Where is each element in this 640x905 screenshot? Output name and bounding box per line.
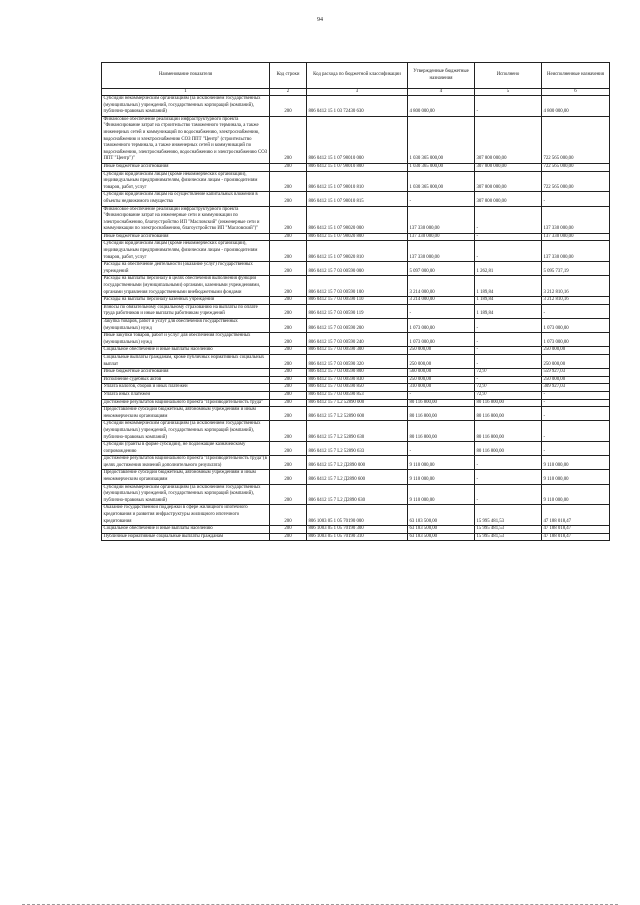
row-classification-code-cell: 806 0412 15 7 03 00590 110 xyxy=(307,297,408,305)
row-name-cell: Публичные нормативные социальные выплаты гражданам xyxy=(102,533,270,541)
row-line-code-cell: 200 xyxy=(270,407,307,421)
table-row xyxy=(102,276,610,297)
row-executed-cell: - xyxy=(475,319,542,333)
row-line-code-cell: 200 xyxy=(270,241,307,262)
row-executed-cell: 307 800 000,00 xyxy=(475,192,542,206)
row-name-cell: Взносы по обязательному социальному страхованию на выплаты по оплате труда работников и иные выплаты работникам учреждений xyxy=(102,304,270,318)
row-executed-cell: 307 800 000,00 xyxy=(475,163,542,171)
table-row xyxy=(102,399,610,407)
row-classification-code-cell: 806 0412 15 1 07 98020 800 xyxy=(307,233,408,241)
row-name-cell: Закупка товаров, работ и услуг для обеспечения государственных (муниципальных) нужд xyxy=(102,319,270,333)
row-executed-cell: 15 995 481,53 xyxy=(475,526,542,534)
table-row xyxy=(102,304,610,318)
row-line-code-cell: 200 xyxy=(270,470,307,484)
row-line-code-cell: 200 xyxy=(270,116,307,163)
row-approved-cell: 63 183 500,00 xyxy=(408,526,475,534)
row-line-code-cell: 200 xyxy=(270,304,307,318)
row-classification-code-cell: 806 0412 15 7 03 00590 850 xyxy=(307,384,408,392)
row-unexecuted-cell: 1 073 000,00 xyxy=(542,319,610,333)
table-row xyxy=(102,206,610,233)
row-unexecuted-cell: 9 110 000,00 xyxy=(542,456,610,470)
row-executed-cell: - xyxy=(475,376,542,384)
row-approved-cell: - xyxy=(408,304,475,318)
row-unexecuted-cell: 309 927,03 xyxy=(542,384,610,392)
table-row xyxy=(102,391,610,399)
row-classification-code-cell: 806 0412 15 7 03 00590 800 xyxy=(307,369,408,377)
row-line-code-cell: 200 xyxy=(270,505,307,526)
row-name-cell: Социальные выплаты гражданам, кроме публичных нормативных социальных выплат xyxy=(102,354,270,368)
row-unexecuted-cell: - xyxy=(542,399,610,407)
row-unexecuted-cell: - xyxy=(542,391,610,399)
row-classification-code-cell: 806 1003 05 1 05 70190 300 xyxy=(307,526,408,534)
table-row xyxy=(102,297,610,305)
table-row xyxy=(102,319,610,333)
table-row xyxy=(102,116,610,163)
row-approved-cell: 137 330 000,00 xyxy=(408,206,475,233)
row-name-cell: Субсидии юридическим лицам (кроме некоммерческих организаций), индивидуальным предпринимателям, физическим лицам - производителям товаров, работ, услуг xyxy=(102,171,270,192)
row-name-cell: Уплата иных платежей xyxy=(102,391,270,399)
row-classification-code-cell: 806 0412 15 7 03 00590 200 xyxy=(307,319,408,333)
row-name-cell: Социальное обеспечение и иные выплаты населению xyxy=(102,526,270,534)
row-line-code-cell: 200 xyxy=(270,233,307,241)
table-row xyxy=(102,470,610,484)
row-unexecuted-cell: 3 212 810,16 xyxy=(542,276,610,297)
row-unexecuted-cell: - xyxy=(542,442,610,456)
row-executed-cell: 307 800 000,00 xyxy=(475,171,542,192)
row-name-cell: Финансовое обеспечение реализации инфраструктурного проекта "Финансирование затрат на строительство таможенного терминала, а также инженерных сетей и коммуникаций по водоснабжению, электроснабжению, водоснабжению и электроснабжению СОЗ ППТ "Центр" (строительство таможенного терминала, а также инженерных сетей и коммуникаций по водоснабжению, электроснабжению, водоснабжению и электроснабжению СОЗ ППТ "Центр")" xyxy=(102,116,270,163)
row-line-code-cell: 200 xyxy=(270,163,307,171)
row-unexecuted-cell: 250 000,00 xyxy=(542,347,610,355)
table-row xyxy=(102,241,610,262)
row-line-code-cell: 200 xyxy=(270,347,307,355)
row-classification-code-cell: 806 0412 15 7 03 00590 000 xyxy=(307,262,408,276)
row-classification-code-cell: 806 0412 15 1 07 98010 800 xyxy=(307,163,408,171)
table-row xyxy=(102,192,610,206)
column-number: 1 xyxy=(102,89,270,96)
row-line-code-cell: 200 xyxy=(270,297,307,305)
header-line-code: Код строки xyxy=(270,63,307,89)
table-row xyxy=(102,526,610,534)
row-executed-cell: 15 995 481,53 xyxy=(475,533,542,541)
row-unexecuted-cell: 722 565 000,00 xyxy=(542,116,610,163)
row-approved-cell: 560 000,00 xyxy=(408,369,475,377)
table-row xyxy=(102,163,610,171)
row-name-cell: Субсидии юридическим лицам (кроме некоммерческих организаций), индивидуальным предпринимателям, физическим лицам - производителям товаров, работ, услуг xyxy=(102,241,270,262)
row-classification-code-cell: 806 0412 15 1 07 98020 000 xyxy=(307,206,408,233)
row-name-cell: Иные закупки товаров, работ и услуг для обеспечения государственных (муниципальных) нужд xyxy=(102,333,270,347)
row-executed-cell: 72,97 xyxy=(475,369,542,377)
row-executed-cell: - xyxy=(475,456,542,470)
row-executed-cell: - xyxy=(475,241,542,262)
row-name-cell: Субсидии некоммерческим организациям (за исключением государственных (муниципальных) учреждений, государственных корпораций (компаний), публично-правовых компаний) xyxy=(102,421,270,442)
row-classification-code-cell: 806 0412 15 1 07 98010 000 xyxy=(307,116,408,163)
row-unexecuted-cell: - xyxy=(542,192,610,206)
row-unexecuted-cell: 137 330 000,00 xyxy=(542,206,610,233)
row-approved-cell: 1 030 365 000,00 xyxy=(408,171,475,192)
row-approved-cell: 63 183 500,00 xyxy=(408,533,475,541)
row-executed-cell: - xyxy=(475,233,542,241)
row-unexecuted-cell: 722 565 000,00 xyxy=(542,163,610,171)
row-approved-cell: 1 030 365 000,00 xyxy=(408,163,475,171)
row-line-code-cell: 200 xyxy=(270,442,307,456)
column-number: 3 xyxy=(307,89,408,96)
row-name-cell: Субсидии некоммерческим организациям (за исключением государственных (муниципальных) учреждений, государственных корпораций (компаний), публично-правовых компаний) xyxy=(102,96,270,117)
row-line-code-cell: 200 xyxy=(270,456,307,470)
row-name-cell: Субсидии юридическим лицам на осуществление капитальных вложений в объекты недвижимого имущества xyxy=(102,192,270,206)
row-classification-code-cell: 806 0412 15 7 L2 52890 633 xyxy=(307,442,408,456)
row-unexecuted-cell: 1 073 000,00 xyxy=(542,333,610,347)
row-executed-cell: - xyxy=(475,206,542,233)
row-name-cell: Расходы на обеспечение деятельности (оказание услуг) государственных учреждений xyxy=(102,262,270,276)
row-line-code-cell: 200 xyxy=(270,391,307,399)
row-approved-cell: 80 116 800,00 xyxy=(408,407,475,421)
table-row xyxy=(102,442,610,456)
row-name-cell: Исполнение судебных актов xyxy=(102,376,270,384)
row-classification-code-cell: 806 0412 15 7 L2 Д2890 000 xyxy=(307,456,408,470)
row-approved-cell: 9 110 000,00 xyxy=(408,470,475,484)
row-executed-cell: 15 995 481,53 xyxy=(475,505,542,526)
table-row xyxy=(102,354,610,368)
row-name-cell: Субсидии (гранты в форме субсидий), не подлежащие казначейскому сопровождению xyxy=(102,442,270,456)
row-classification-code-cell: 806 0412 15 7 03 00590 300 xyxy=(307,347,408,355)
header-budget-classification-code: Код расхода по бюджетной классификации xyxy=(307,63,408,89)
row-name-cell: Иные бюджетные ассигнования xyxy=(102,369,270,377)
column-number: 4 xyxy=(408,89,475,96)
row-approved-cell: 9 110 000,00 xyxy=(408,456,475,470)
row-classification-code-cell: 806 0412 15 7 L2 52890 600 xyxy=(307,407,408,421)
row-line-code-cell: 200 xyxy=(270,484,307,505)
row-name-cell: Расходы на выплаты персоналу казенных учреждений xyxy=(102,297,270,305)
row-name-cell: Достижение результатов национального проекта "Производительность труда"(в целях достижения значений дополнительного результата) xyxy=(102,456,270,470)
row-line-code-cell: 200 xyxy=(270,369,307,377)
table-row xyxy=(102,369,610,377)
table-row xyxy=(102,262,610,276)
column-number: 6 xyxy=(542,89,610,96)
row-unexecuted-cell: 47 188 018,47 xyxy=(542,526,610,534)
row-unexecuted-cell: 9 110 000,00 xyxy=(542,484,610,505)
row-classification-code-cell: 806 0412 15 7 03 00590 320 xyxy=(307,354,408,368)
table-row xyxy=(102,347,610,355)
row-approved-cell: 250 000,00 xyxy=(408,376,475,384)
row-approved-cell: 1 073 000,00 xyxy=(408,333,475,347)
row-classification-code-cell: 806 0412 15 1 07 98020 810 xyxy=(307,241,408,262)
row-executed-cell: 72,97 xyxy=(475,384,542,392)
row-line-code-cell: 200 xyxy=(270,399,307,407)
row-executed-cell: 307 800 000,00 xyxy=(475,116,542,163)
row-name-cell: Уплата налогов, сборов и иных платежей xyxy=(102,384,270,392)
row-classification-code-cell: 806 0412 15 1 07 98010 810 xyxy=(307,171,408,192)
table-row xyxy=(102,96,610,117)
table-row xyxy=(102,407,610,421)
row-classification-code-cell: 806 1003 05 1 05 70190 310 xyxy=(307,533,408,541)
row-unexecuted-cell: - xyxy=(542,304,610,318)
row-line-code-cell: 200 xyxy=(270,533,307,541)
row-executed-cell: - xyxy=(475,470,542,484)
row-name-cell: Оказание государственной поддержки в сфере жилищного ипотечного кредитования и развития инфраструктуры жилищного ипотечного кредитования xyxy=(102,505,270,526)
row-line-code-cell: 200 xyxy=(270,96,307,117)
row-unexecuted-cell: 9 110 000,00 xyxy=(542,470,610,484)
row-approved-cell: 63 183 500,00 xyxy=(408,505,475,526)
table-row xyxy=(102,376,610,384)
row-name-cell: Социальное обеспечение и иные выплаты населению xyxy=(102,347,270,355)
row-name-cell: Расходы на выплаты персоналу в целях обеспечения выполнения функций государственными (муниципальными) органами, казенными учреждениями, органами управления государственными внебюджетными фондами xyxy=(102,276,270,297)
row-line-code-cell: 200 xyxy=(270,376,307,384)
row-executed-cell: 80 116 800,00 xyxy=(475,421,542,442)
row-approved-cell: - xyxy=(408,391,475,399)
column-number: 5 xyxy=(475,89,542,96)
row-unexecuted-cell: - xyxy=(542,421,610,442)
row-executed-cell: 80 116 800,00 xyxy=(475,407,542,421)
budget-execution-table xyxy=(101,62,610,541)
row-executed-cell: 80 116 800,00 xyxy=(475,442,542,456)
row-classification-code-cell: 806 0412 15 7 L2 Д2890 600 xyxy=(307,470,408,484)
row-executed-cell: 1 189,84 xyxy=(475,297,542,305)
row-name-cell: Финансовое обеспечение реализации инфраструктурного проекта "Финансирование затрат на инженерные сети и коммуникации по электроснабжению, благоустройство ИП "Масловский" (инженерные сети и коммуникации по электроснабжению, благоустройство ИП "Масловский")" xyxy=(102,206,270,233)
table-body xyxy=(102,96,610,541)
row-approved-cell: 9 110 000,00 xyxy=(408,484,475,505)
header-indicator-name: Наименование показателя xyxy=(102,63,270,89)
row-name-cell: Предоставление субсидий бюджетным, автономным учреждениям и иным некоммерческим организациям xyxy=(102,407,270,421)
row-unexecuted-cell: 47 188 018,47 xyxy=(542,505,610,526)
row-line-code-cell: 200 xyxy=(270,276,307,297)
row-executed-cell: - xyxy=(475,354,542,368)
row-classification-code-cell: 806 0412 15 7 03 00590 119 xyxy=(307,304,408,318)
row-classification-code-cell: 806 0412 15 7 03 00590 830 xyxy=(307,376,408,384)
row-approved-cell: 1 030 365 000,00 xyxy=(408,116,475,163)
row-classification-code-cell: 806 0412 15 7 03 00590 853 xyxy=(307,391,408,399)
table-row xyxy=(102,421,610,442)
row-unexecuted-cell: 250 000,00 xyxy=(542,376,610,384)
table-row xyxy=(102,233,610,241)
row-executed-cell: 72,97 xyxy=(475,391,542,399)
row-classification-code-cell: 806 0412 15 1 07 98010 815 xyxy=(307,192,408,206)
row-executed-cell: - xyxy=(475,96,542,117)
row-approved-cell: 137 330 000,00 xyxy=(408,241,475,262)
row-unexecuted-cell: 559 927,03 xyxy=(542,369,610,377)
header-executed: Исполнено xyxy=(475,63,542,89)
column-number: 2 xyxy=(270,89,307,96)
row-unexecuted-cell: 722 565 000,00 xyxy=(542,171,610,192)
row-classification-code-cell: 806 0412 15 7 L2 52890 630 xyxy=(307,421,408,442)
row-unexecuted-cell: 47 188 018,47 xyxy=(542,533,610,541)
row-classification-code-cell: 806 0412 15 7 03 00590 240 xyxy=(307,333,408,347)
row-executed-cell: 1 262,81 xyxy=(475,262,542,276)
row-executed-cell: - xyxy=(475,484,542,505)
row-approved-cell: 80 116 800,00 xyxy=(408,421,475,442)
row-line-code-cell: 200 xyxy=(270,384,307,392)
header-approved-assignments: Утвержденные бюджетные назначения xyxy=(408,63,475,89)
row-executed-cell: - xyxy=(475,347,542,355)
row-executed-cell: - xyxy=(475,333,542,347)
table-row xyxy=(102,384,610,392)
row-executed-cell: 1 189,84 xyxy=(475,276,542,297)
row-line-code-cell: 200 xyxy=(270,526,307,534)
row-classification-code-cell: 806 0412 15 7 03 00590 100 xyxy=(307,276,408,297)
row-approved-cell: 3 214 000,00 xyxy=(408,276,475,297)
row-name-cell: Предоставление субсидий бюджетным, автономным учреждениям и иным некоммерческим организациям xyxy=(102,470,270,484)
row-classification-code-cell: 806 0412 15 7 L2 Д2890 630 xyxy=(307,484,408,505)
row-line-code-cell: 200 xyxy=(270,171,307,192)
row-unexecuted-cell: 137 330 000,00 xyxy=(542,233,610,241)
table-row xyxy=(102,456,610,470)
row-classification-code-cell: 806 1003 05 1 05 70190 000 xyxy=(307,505,408,526)
row-name-cell: Иные бюджетные ассигнования xyxy=(102,163,270,171)
row-name-cell: Достижение результатов национального проекта "Производительность труда" xyxy=(102,399,270,407)
row-approved-cell: - xyxy=(408,442,475,456)
table-row xyxy=(102,505,610,526)
row-approved-cell: 310 000,00 xyxy=(408,384,475,392)
row-executed-cell: 1 189,84 xyxy=(475,304,542,318)
row-line-code-cell: 200 xyxy=(270,262,307,276)
row-unexecuted-cell: 4 800 000,00 xyxy=(542,96,610,117)
row-approved-cell: - xyxy=(408,192,475,206)
row-approved-cell: 1 073 000,00 xyxy=(408,319,475,333)
row-name-cell: Иные бюджетные ассигнования xyxy=(102,233,270,241)
row-unexecuted-cell: 250 000,00 xyxy=(542,354,610,368)
table-row xyxy=(102,333,610,347)
row-unexecuted-cell: 137 330 000,00 xyxy=(542,241,610,262)
row-line-code-cell: 200 xyxy=(270,354,307,368)
row-approved-cell: 250 000,00 xyxy=(408,347,475,355)
row-approved-cell: 250 000,00 xyxy=(408,354,475,368)
row-name-cell: Субсидии некоммерческим организациям (за исключением государственных (муниципальных) учреждений, государственных корпораций (компаний), публично-правовых компаний) xyxy=(102,484,270,505)
row-classification-code-cell: 806 0412 15 7 L2 52890 000 xyxy=(307,399,408,407)
row-unexecuted-cell: 3 212 810,16 xyxy=(542,297,610,305)
row-executed-cell: 80 116 800,00 xyxy=(475,399,542,407)
header-unexecuted-assignments: Неисполненные назначения xyxy=(542,63,610,89)
table-row xyxy=(102,484,610,505)
row-unexecuted-cell: 5 095 737,19 xyxy=(542,262,610,276)
row-line-code-cell: 200 xyxy=(270,192,307,206)
page-number: 94 xyxy=(317,17,323,23)
table-row xyxy=(102,533,610,541)
row-line-code-cell: 200 xyxy=(270,333,307,347)
row-approved-cell: 137 330 000,00 xyxy=(408,233,475,241)
row-approved-cell: 80 116 800,00 xyxy=(408,399,475,407)
table-row xyxy=(102,171,610,192)
row-classification-code-cell: 806 0412 15 1 03 72430 630 xyxy=(307,96,408,117)
row-approved-cell: 3 214 000,00 xyxy=(408,297,475,305)
row-line-code-cell: 200 xyxy=(270,421,307,442)
row-unexecuted-cell: - xyxy=(542,407,610,421)
row-approved-cell: 4 800 000,00 xyxy=(408,96,475,117)
row-line-code-cell: 200 xyxy=(270,206,307,233)
row-line-code-cell: 200 xyxy=(270,319,307,333)
row-approved-cell: 5 097 000,00 xyxy=(408,262,475,276)
